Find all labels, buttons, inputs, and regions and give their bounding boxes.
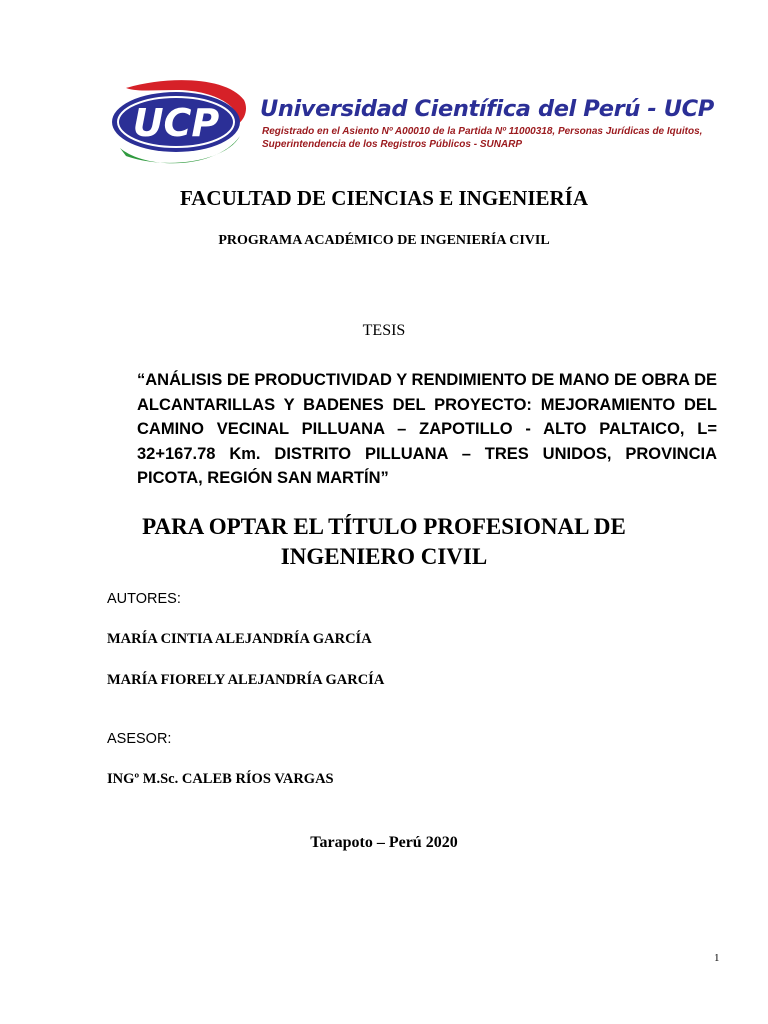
faculty-heading: FACULTAD DE CIENCIAS E INGENIERÍA <box>179 186 589 210</box>
degree-line-1: PARA OPTAR EL TÍTULO PROFESIONAL DE <box>142 514 626 539</box>
author-1: MARÍA CINTIA ALEJANDRÍA GARCÍA <box>107 631 372 647</box>
registration-line-2: Superintendencia de los Registros Públicos - SUNARP <box>262 139 523 150</box>
ucp-logo <box>106 78 248 170</box>
degree-statement <box>0 512 768 572</box>
registration-line-1: Registrado en el Asiento Nº A00010 de la Partida Nº 11000318, Personas Jurídicas de Iquitos, <box>262 126 703 137</box>
page-number: 1 <box>714 952 720 964</box>
authors-label: AUTORES: <box>107 591 181 607</box>
logo-lettering: UCP <box>132 101 220 145</box>
thesis-title: “ANÁLISIS DE PRODUCTIVIDAD Y RENDIMIENTO DE MANO DE OBRA DE ALCANTARILLAS Y BADENES DEL PROYECTO: MEJORAMIENTO DEL CAMINO VECINAL PILLUANA – ZAPOTILLO - ALTO PALTAICO, L= 32+167.78 Km. DISTRITO PILLUANA – TRES UNIDOS, PROVINCIA PICOTA, REGIÓN SAN MARTÍN” <box>137 371 717 487</box>
place-and-year: Tarapoto – Perú 2020 <box>310 834 458 851</box>
document-type: TESIS <box>362 322 406 339</box>
author-2: MARÍA FIORELY ALEJANDRÍA GARCÍA <box>107 672 385 688</box>
advisor-name: INGº M.Sc. CALEB RÍOS VARGAS <box>107 771 334 787</box>
degree-line-2: INGENIERO CIVIL <box>280 544 488 569</box>
advisor-label: ASESOR: <box>107 731 172 747</box>
university-name: Universidad Científica del Perú - UCP <box>260 96 714 122</box>
program-heading: PROGRAMA ACADÉMICO DE INGENIERÍA CIVIL <box>218 233 550 248</box>
